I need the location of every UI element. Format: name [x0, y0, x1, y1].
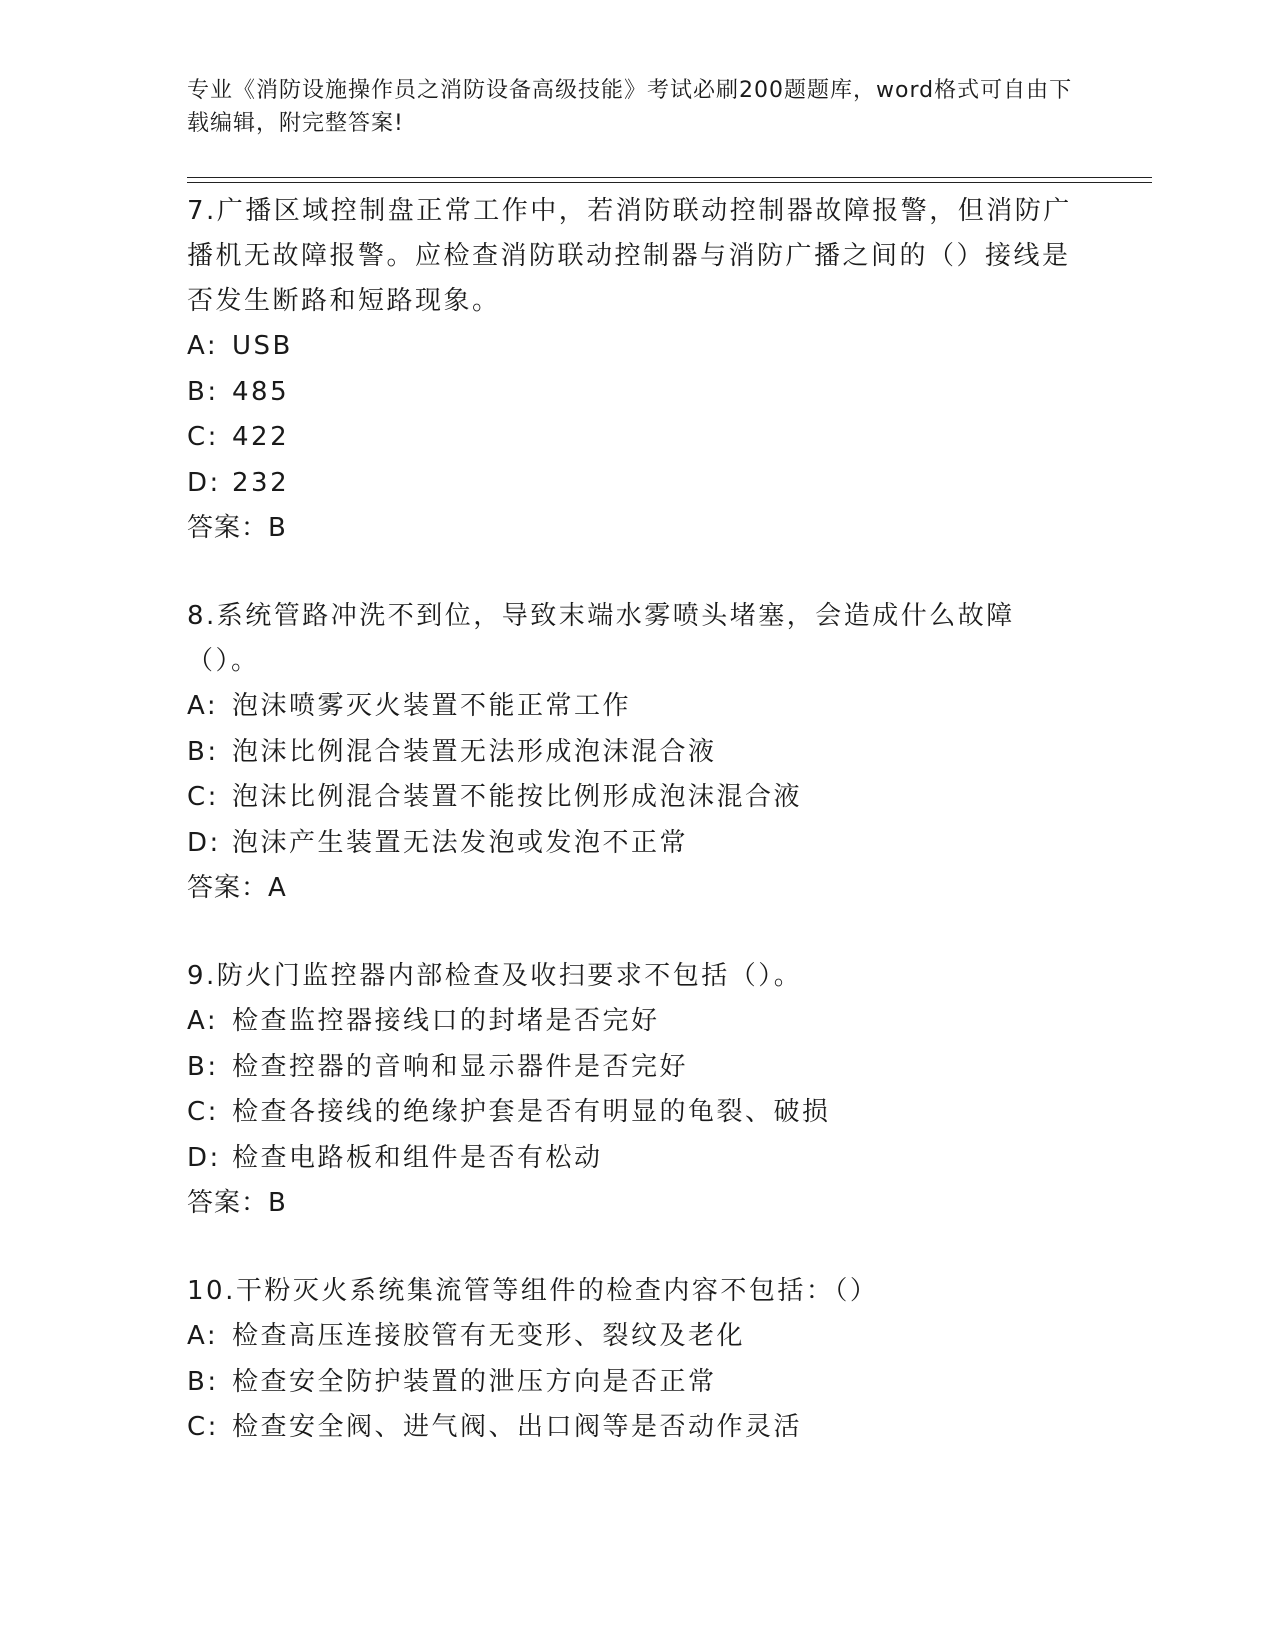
header-divider-top [187, 177, 1152, 178]
document-header: 专业《消防设施操作员之消防设备高级技能》考试必刷200题题库，word格式可自由下载编辑，附完整答案! [187, 78, 1073, 136]
option-key: B: [187, 1051, 219, 1082]
option-key: A: [187, 331, 219, 361]
option-key: A: [187, 691, 219, 721]
question-9 [187, 954, 1087, 1226]
option-key: D: [187, 467, 221, 498]
option-d [187, 821, 1087, 867]
question-list [187, 189, 1087, 1494]
answer-line: 答案：B [187, 1188, 287, 1218]
question-stem: 8.系统管路冲洗不到位，导致末端水雾喷头堵塞，会造成什么故障（）。 [187, 601, 1015, 676]
option-text: USB [232, 331, 293, 361]
option-key: B: [187, 736, 219, 767]
option-b [187, 730, 1087, 776]
option-text: 检查安全防护装置的泄压方向是否正常 [232, 1366, 717, 1397]
option-text: 422 [232, 422, 290, 452]
option-key: A: [187, 1321, 219, 1351]
option-text: 泡沫比例混合装置无法形成泡沫混合液 [232, 736, 717, 767]
option-a [187, 324, 1087, 370]
option-key: B: [187, 1366, 219, 1397]
question-10 [187, 1269, 1087, 1451]
option-text: 232 [232, 467, 290, 498]
option-text: 泡沫比例混合装置不能按比例形成泡沫混合液 [232, 782, 803, 812]
option-key: C: [187, 782, 219, 812]
question-stem: 7.广播区域控制盘正常工作中，若消防联动控制器故障报警，但消防广播机无故障报警。应检查消防联动控制器与消防广播之间的（）接线是否发生断路和短路现象。 [187, 196, 1072, 316]
question-7 [187, 189, 1087, 551]
option-text: 检查各接线的绝缘护套是否有明显的龟裂、破损 [232, 1097, 831, 1127]
option-text: 检查控器的音响和显示器件是否完好 [232, 1051, 689, 1082]
option-text: 泡沫产生装置无法发泡或发泡不正常 [232, 827, 689, 858]
header-divider-bottom [187, 182, 1152, 183]
option-text: 485 [232, 376, 290, 407]
option-text: 检查安全阀、进气阀、出口阀等是否动作灵活 [232, 1412, 803, 1442]
option-key: C: [187, 1097, 219, 1127]
option-key: C: [187, 422, 219, 452]
answer-line: 答案：A [187, 873, 287, 903]
option-b [187, 1360, 1087, 1406]
option-key: D: [187, 1142, 221, 1173]
option-c [187, 1090, 1087, 1136]
option-key: A: [187, 1006, 219, 1036]
question-stem: 9.防火门监控器内部检查及收扫要求不包括（）。 [187, 961, 803, 991]
option-c [187, 415, 1087, 461]
option-c [187, 1405, 1087, 1451]
question-stem: 10.干粉灭火系统集流管等组件的检查内容不包括：（） [187, 1276, 879, 1306]
option-text: 泡沫喷雾灭火装置不能正常工作 [232, 691, 632, 721]
option-key: D: [187, 827, 221, 858]
question-8 [187, 594, 1087, 911]
option-b [187, 370, 1087, 416]
option-a [187, 999, 1087, 1045]
option-b [187, 1045, 1087, 1091]
option-c [187, 775, 1087, 821]
option-a [187, 684, 1087, 730]
option-d [187, 461, 1087, 507]
option-d [187, 1136, 1087, 1182]
option-key: B: [187, 376, 219, 407]
option-a [187, 1314, 1087, 1360]
option-text: 检查监控器接线口的封堵是否完好 [232, 1006, 660, 1036]
option-text: 检查高压连接胶管有无变形、裂纹及老化 [232, 1321, 746, 1351]
option-text: 检查电路板和组件是否有松动 [232, 1142, 603, 1173]
answer-line: 答案：B [187, 513, 287, 543]
option-key: C: [187, 1412, 219, 1442]
